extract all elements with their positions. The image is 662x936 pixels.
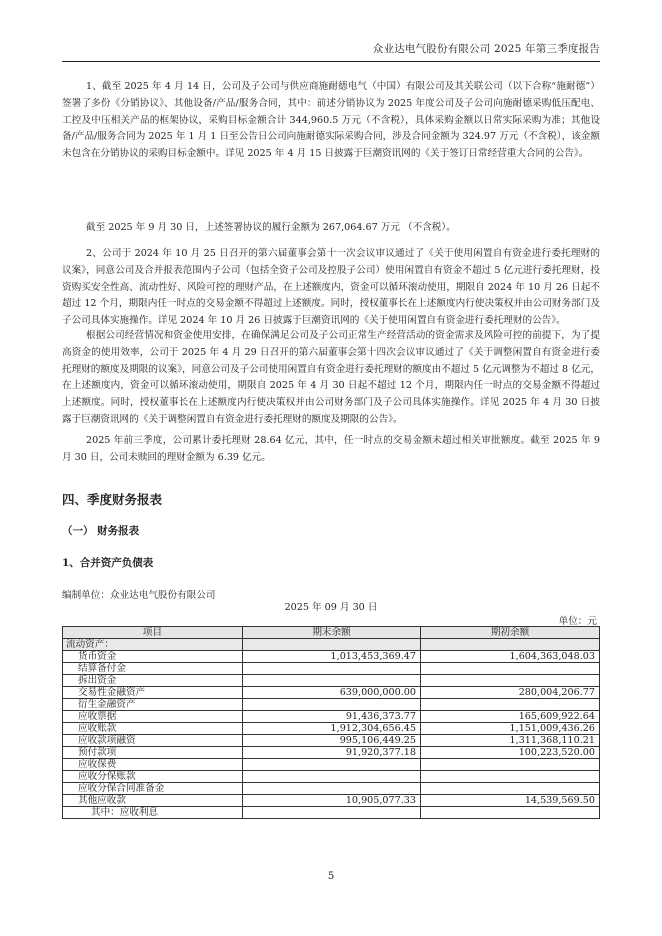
row-begin-balance <box>421 639 600 651</box>
page-number: 5 <box>327 871 335 882</box>
row-begin-balance: 1,311,368,110.21 <box>421 735 600 747</box>
table-row <box>63 735 600 747</box>
balance-sheet-table <box>62 626 600 819</box>
table-row <box>63 807 600 819</box>
table-row <box>63 699 600 711</box>
row-begin-balance: 1,604,363,048.03 <box>421 651 600 663</box>
row-begin-balance: 280,004,206.77 <box>421 687 600 699</box>
row-item: 应收保费 <box>63 759 243 771</box>
row-begin-balance <box>421 663 600 675</box>
table-row <box>63 663 600 675</box>
table-row <box>63 747 600 759</box>
paragraph-entrusted-wealth-adjustment: 根据公司经营情况和资金使用安排，在确保满足公司及子公司正常生产经营活动的资金需求及风险可控的前提下，为了提高资金的使用效率，公司于 2025 年 4 月 29 日召开的第六届董事会第十四次会议审议通过了《关于调整闲置自有资金进行委托理财的额度及期限的议案》，同意公司及子公司使用闲置自有资金进行委托理财的额度由不超过 5 亿元调整为不超过 8 亿元，在上述额度内，资金可以循环滚动使用，期限自 2025 年 4 月 30 日起不超过 12 个月，期限内任一时点的交易金额不得超过上述额度。同时，授权董事长在上述额度内行使决策权并由公司财务部门及子公司具体实施操作。详见 2025 年 4 月 30 日披露于巨潮资讯网的《关于调整闲置自有资金进行委托理财的额度及期限的公告》。 <box>62 330 600 425</box>
row-end-balance <box>243 663 421 675</box>
section-title: 四、季度财务报表 <box>62 492 163 507</box>
row-item: 应收账款 <box>63 723 243 735</box>
row-item: 货币资金 <box>63 651 243 663</box>
row-begin-balance <box>421 807 600 819</box>
table-title: 1、合并资产负债表 <box>62 557 154 569</box>
row-end-balance <box>243 807 421 819</box>
row-begin-balance <box>421 771 600 783</box>
subsection-title: （一） 财务报表 <box>62 525 140 537</box>
row-item: 应收票据 <box>63 711 243 723</box>
table-row <box>63 723 600 735</box>
row-begin-balance: 14,539,569.50 <box>421 795 600 807</box>
row-begin-balance: 100,223,520.00 <box>421 747 600 759</box>
row-begin-balance: 165,609,922.64 <box>421 711 600 723</box>
column-header-item: 项目 <box>63 627 243 639</box>
row-end-balance: 639,000,000.00 <box>243 687 421 699</box>
unit-label: 单位：元 <box>558 616 597 627</box>
row-item: 其他应收款 <box>63 795 243 807</box>
row-end-balance <box>243 639 421 651</box>
paragraph-schneider-agreement: 1、截至 2025 年 4 月 14 日，公司及子公司与供应商施耐德电气（中国）有限公司及其关联公司（以下合称“施耐德”）签署了多份《分销协议》、其他设备/产品/服务合同，其中：前述分销协议为 2025 年度公司及子公司向施耐德采购低压配电、工控及中压相关产品的框架协议，采购目标金额合计 344,960.5 万元（不含税），具体采购金额以日常实际采购为准；其他设备/产品/服务合同为 2025 年 1 月 1 日至公告日公司向施耐德实际采购合同，涉及合同金额为 324.97 万元（不含税），该金额未包含在分销协议的采购目标金额中。详见 2025 年 4 月 15 日披露于巨潮资讯网的《关于签订日常经营重大合同的公告》。 <box>62 81 600 160</box>
table-header-row <box>63 627 600 639</box>
row-end-balance: 995,106,449.25 <box>243 735 421 747</box>
row-begin-balance <box>421 699 600 711</box>
paragraph-wealth-summary: 2025 年前三季度，公司累计委托理财 28.64 亿元，其中，任一时点的交易金额未超过相关审批额度。截至 2025 年 9 月 30 日，公司未赎回的理财金额为 6.39 亿元。 <box>62 435 600 463</box>
row-begin-balance <box>421 783 600 795</box>
row-end-balance: 91,920,377.18 <box>243 747 421 759</box>
table-row <box>63 687 600 699</box>
row-end-balance <box>243 759 421 771</box>
table-row <box>63 783 600 795</box>
row-end-balance: 91,436,373.77 <box>243 711 421 723</box>
table-row <box>63 771 600 783</box>
table-row <box>63 711 600 723</box>
table-row <box>63 759 600 771</box>
row-item: 流动资产： <box>63 639 243 651</box>
compiler-label: 编制单位：众业达电气股份有限公司 <box>62 590 216 601</box>
row-item: 应收分保合同准备金 <box>63 783 243 795</box>
row-end-balance: 10,905,077.33 <box>243 795 421 807</box>
column-header-period-end: 期末余额 <box>243 627 421 639</box>
report-date: 2025 年 09 月 30 日 <box>284 602 378 613</box>
row-item: 结算备付金 <box>63 663 243 675</box>
row-end-balance <box>243 675 421 687</box>
table-row <box>63 675 600 687</box>
header-divider <box>62 61 600 62</box>
row-end-balance <box>243 699 421 711</box>
row-end-balance <box>243 783 421 795</box>
row-item: 衍生金融资产 <box>63 699 243 711</box>
row-item: 应收款项融资 <box>63 735 243 747</box>
row-item: 交易性金融资产 <box>63 687 243 699</box>
row-item: 其中：应收利息 <box>63 807 243 819</box>
row-item: 拆出资金 <box>63 675 243 687</box>
row-item: 预付款项 <box>63 747 243 759</box>
row-begin-balance: 1,151,009,436.26 <box>421 723 600 735</box>
report-header-title: 众业达电气股份有限公司 2025 年第三季度报告 <box>372 43 600 55</box>
paragraph-entrusted-wealth-2024: 2、公司于 2024 年 10 月 25 日召开的第六届董事会第十一次会议审议通过了《关于使用闲置自有资金进行委托理财的议案》，同意公司及合并报表范围内子公司（包括全资子公司及控股子公司）使用闲置自有资金不超过 5 亿元进行委托理财，投资购买安全性高、流动性好、风险可控的理财产品，在上述额度内，资金可以循环滚动使用，期限自 2024 年 10 月 26 日起不超过 12 个月，期限内任一时点的交易金额不得超过上述额度。同时，授权董事长在上述额度内行使决策权并由公司财务部门及子公司具体实施操作。详见 2024 年 10 月 26 日披露于巨潮资讯网的《关于使用闲置自有资金进行委托理财的公告》。 <box>62 248 600 327</box>
table-row <box>63 795 600 807</box>
paragraph-agreement-performance: 截至 2025 年 9 月 30 日，上述签署协议的履行金额为 267,064.67 万元 （不含税）。 <box>86 222 456 233</box>
table-row <box>63 651 600 663</box>
column-header-period-begin: 期初余额 <box>421 627 600 639</box>
row-item: 应收分保账款 <box>63 771 243 783</box>
table-row <box>63 639 600 651</box>
row-end-balance <box>243 771 421 783</box>
row-end-balance: 1,013,453,369.47 <box>243 651 421 663</box>
row-begin-balance <box>421 759 600 771</box>
row-end-balance: 1,912,304,656.45 <box>243 723 421 735</box>
row-begin-balance <box>421 675 600 687</box>
